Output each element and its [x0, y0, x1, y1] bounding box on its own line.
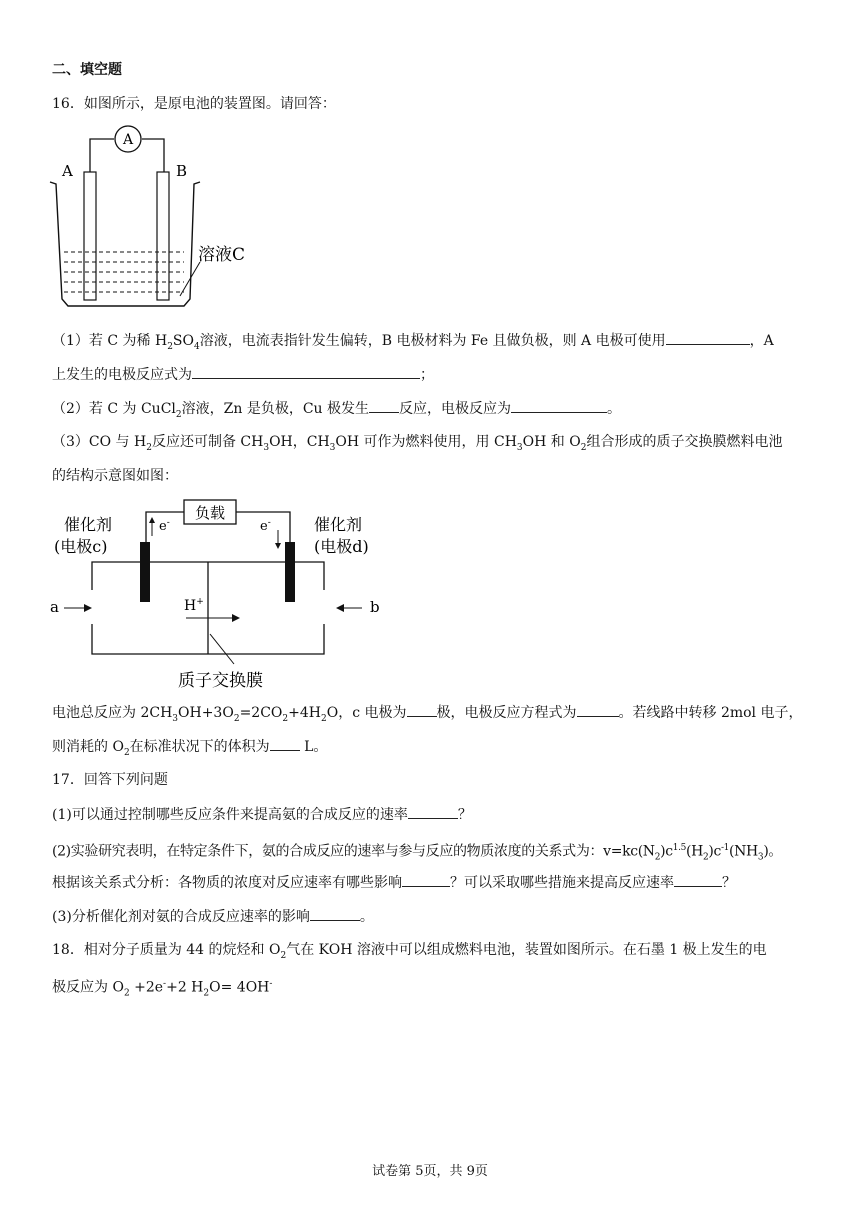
q16-part4-line2: 则消耗的 $O_2$在标准状况下的体积为 L。	[52, 736, 327, 763]
answer-blank[interactable]	[666, 330, 750, 345]
catalyst-left-label: 催化剂	[64, 515, 113, 534]
electrode-d	[285, 542, 295, 602]
proton-label: H+	[184, 597, 204, 614]
inlet-a-label: a	[50, 598, 59, 616]
electron-left-label: e-	[159, 518, 170, 534]
fuel-cell-figure	[44, 496, 404, 696]
answer-blank[interactable]	[310, 906, 360, 921]
inlet-b-label: b	[370, 598, 380, 616]
q17-sub1: (1)可以通过控制哪些反应条件来提高氨的合成反应的速率 ？	[52, 804, 472, 825]
q16-part1-line2: 上发生的电极反应式为 ；	[52, 364, 434, 385]
electrode-a-label: A	[62, 162, 73, 180]
q16-part3-line1: （3）CO 与 $H_2$反应还可制备 $CH_3OH$，$CH_3OH$ 可作为燃料使用，用 $CH_3OH$ 和 $O_2$组合形成的质子交换膜燃料电池	[52, 434, 783, 453]
q17-sub3: (3)分析催化剂对氨的合成反应速率的影响 。	[52, 906, 374, 927]
answer-blank[interactable]	[511, 398, 607, 413]
q16-part2: （2）若 C 为 CuCl$_2$溶液，Zn 是负极，Cu 极发生 反应，电极反应为 。	[52, 398, 621, 425]
answer-blank[interactable]	[192, 364, 420, 379]
q17-sub2-line1: (2)实验研究表明，在特定条件下，氨的合成反应的速率与参与反应的物质浓度的关系式为：$v=kc(N_2)c^{1.5}(H_2)c^{-1}(NH_3)$。	[52, 843, 783, 863]
answer-blank[interactable]	[270, 736, 300, 751]
electrode-c-label: (电极c)	[54, 537, 108, 556]
answer-blank[interactable]	[369, 398, 399, 413]
q17-sub2-line2: 根据该关系式分析：各物质的浓度对反应速率有哪些影响 ？可以采取哪些措施来提高反应速率 ？	[52, 872, 736, 893]
electrode-b-label: B	[176, 162, 188, 180]
membrane-label: 质子交换膜	[178, 671, 263, 691]
answer-blank[interactable]	[577, 702, 619, 717]
q16-stem: 16．如图所示，是原电池的装置图。请回答：	[52, 96, 336, 112]
answer-blank[interactable]	[408, 804, 458, 819]
electrode-a	[84, 172, 96, 300]
solution-c-label: 溶液C	[198, 245, 246, 265]
galvanic-cell-figure	[44, 124, 274, 314]
electrode-b	[157, 172, 169, 300]
electrode-c	[140, 542, 150, 602]
answer-blank[interactable]	[402, 872, 450, 887]
catalyst-right-label: 催化剂	[314, 515, 363, 534]
electron-right-label: e-	[260, 518, 271, 534]
electrode-d-label: (电极d)	[314, 537, 369, 556]
answer-blank[interactable]	[674, 872, 722, 887]
section-title: 二、填空题	[52, 62, 122, 78]
page-footer: 试卷第 5页，共 9页	[372, 1164, 488, 1179]
q17-stem: 17．回答下列问题	[52, 772, 168, 788]
q16-part4-line1: 电池总反应为 $2CH_3OH+3O_2=2CO_2+4H_2O$，c 电极为 极，电极反应方程式为 。若线路中转移 2mol 电子，	[52, 702, 803, 729]
q18-line2: 极反应为 $O_2 +2e^-+2$ $H_2O= 4OH^-$	[52, 979, 273, 999]
q16-part3-line2: 的结构示意图如图：	[52, 468, 178, 484]
q16-part1-line1: （1）若 C 为稀 $H_2SO_4$溶液，电流表指针发生偏转，B 电极材料为 Fe 且做负极，则 A 电极可使用 ，A	[52, 330, 774, 357]
q18-line1: 18．相对分子质量为 44 的烷烃和 $O_2$气在 KOH 溶液中可以组成燃料电池，装置如图所示。在石墨 1 极上发生的电	[52, 942, 767, 961]
load-label: 负载	[194, 504, 226, 522]
ammeter-label: A	[122, 132, 134, 148]
answer-blank[interactable]	[407, 702, 437, 717]
